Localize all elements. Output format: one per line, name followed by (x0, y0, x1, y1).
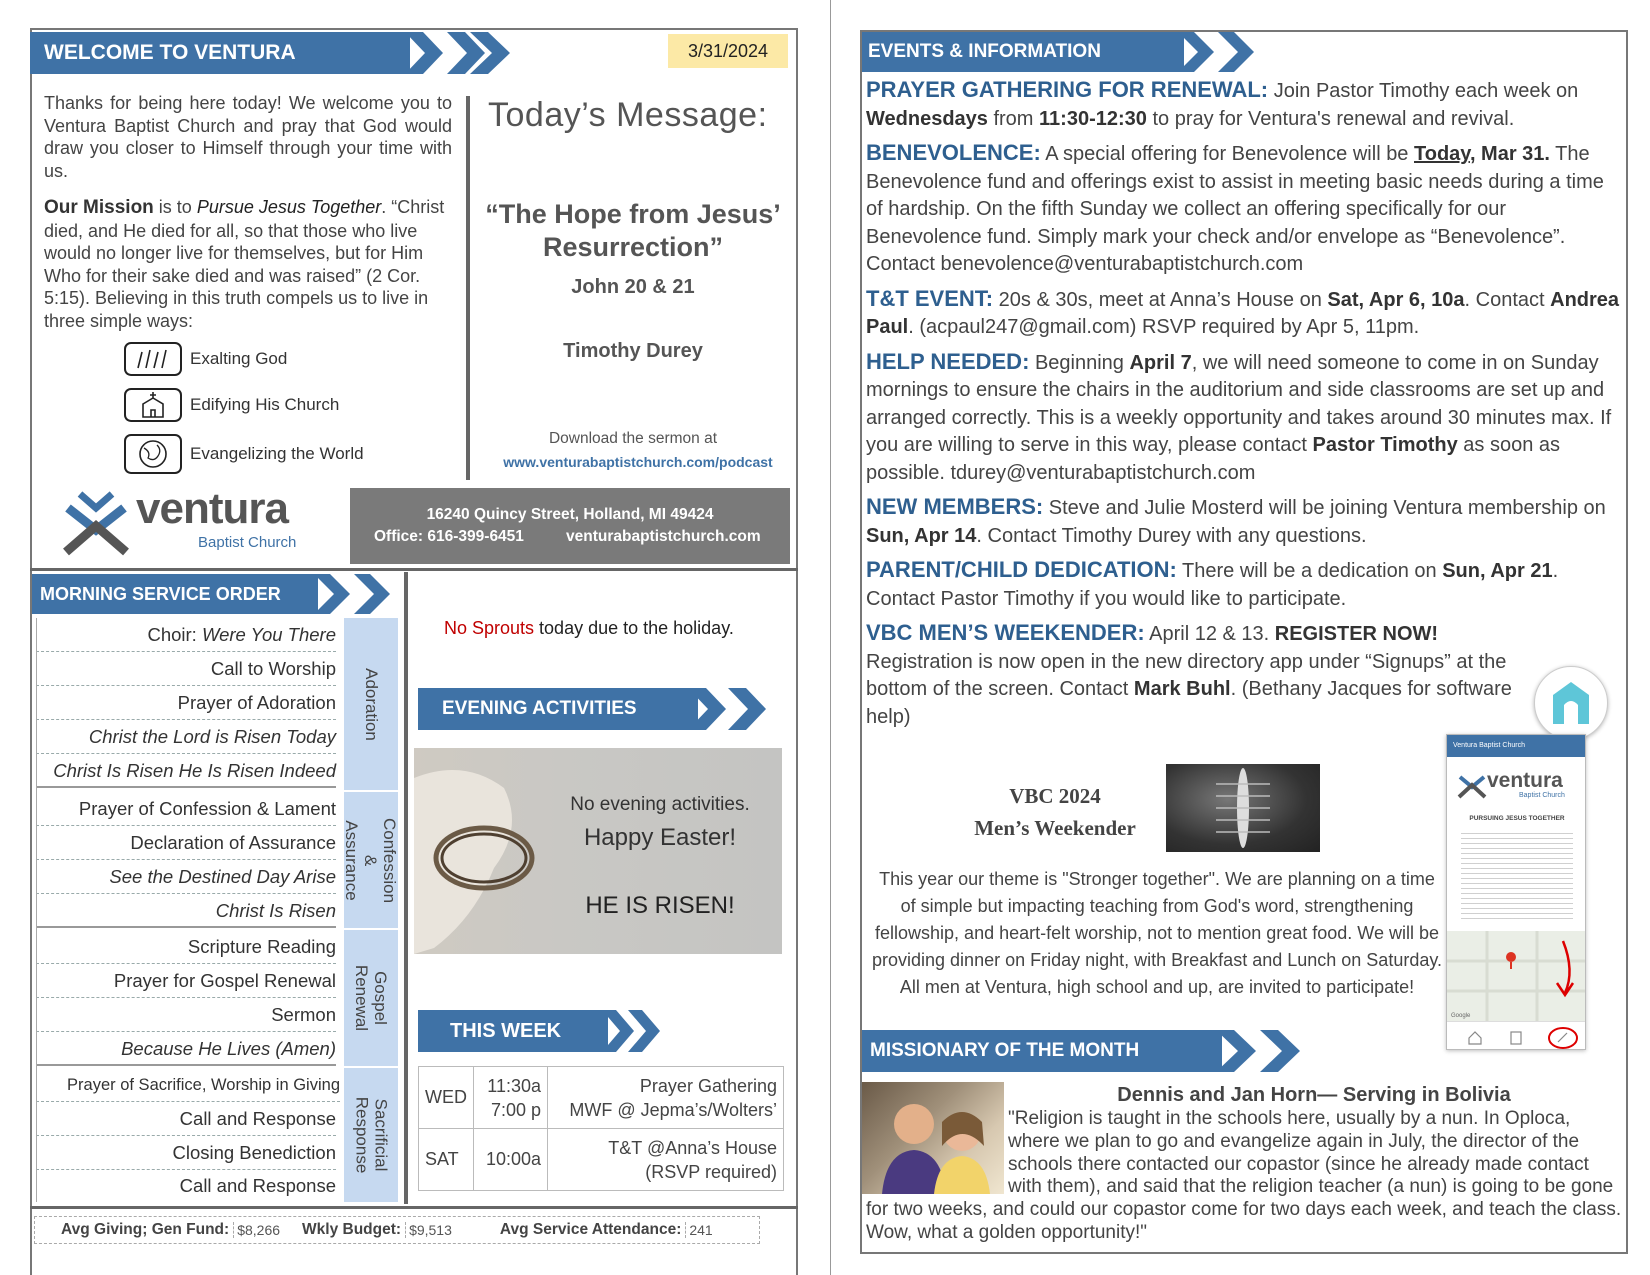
rowing-photo (1166, 764, 1320, 852)
service-item: Prayer for Gospel Renewal (36, 964, 336, 998)
mission-is: is to (153, 197, 197, 217)
contact-web[interactable]: venturabaptistchurch.com (566, 528, 761, 545)
way-exalting (124, 342, 287, 376)
logo-wordmark: ventura (136, 484, 288, 533)
event-help: HELP NEEDED: Beginning April 7, we will need someone to come in on Sunday mornings to ensure the chairs in the auditorium and side classrooms are set up and arranged correctly. This is a weekly opportunity and takes around 30 minutes max. If you are willing to serve in this way, please contact Pastor Timothy as soon as possible. tdurey@venturabaptistchurch.com (866, 348, 1612, 484)
this-week-header (418, 1010, 608, 1052)
service-item: Choir: Were You There (36, 618, 336, 652)
day-cell: SAT (419, 1129, 474, 1191)
service-left-border (36, 618, 37, 1202)
event-dedication: PARENT/CHILD DEDICATION: There will be a dedication on Sun, Apr 21. Contact Pastor Timothy if you would like to participate. (866, 557, 1559, 610)
chevron-right-icon (314, 574, 404, 614)
stat-value: $8,266 (233, 1222, 280, 1238)
logo-subtitle: Baptist Church (198, 534, 297, 551)
rowing-boat-icon (1166, 764, 1320, 852)
contact-address: 16240 Quincy Street, Holland, MI 49424 (426, 506, 714, 523)
signups-tab-icon (1447, 1022, 1586, 1050)
globe-icon (124, 434, 182, 474)
way-label: Exalting God (190, 349, 288, 368)
service-divider (404, 572, 408, 1204)
way-label: Evangelizing the World (190, 444, 364, 463)
mission-phrase: Pursue Jesus Together (196, 197, 382, 217)
ventura-logo (60, 484, 310, 560)
message-heading: Today’s Message: (488, 96, 768, 134)
stat-label: Avg Service Attendance: (499, 1221, 682, 1238)
sprouts-red: No Sprouts (444, 618, 535, 638)
stat-label: Avg Giving; Gen Fund: (61, 1221, 230, 1238)
service-item: Declaration of Assurance (36, 826, 336, 860)
missionary-header (862, 1030, 1222, 1072)
mission-paragraph (44, 196, 452, 332)
time-cell: 10:00a (474, 1129, 548, 1191)
service-item: Closing Benediction (36, 1136, 336, 1170)
date-text: 3/31/2024 (687, 40, 769, 61)
phone-tagline: PURSUING JESUS TOGETHER (1469, 815, 1565, 822)
church-icon (124, 388, 182, 422)
group-label-sacrificial: Sacrificial Response (344, 1068, 398, 1202)
message-divider (466, 96, 470, 480)
welcome-intro: Thanks for being here today! We welcome you to Ventura Baptist Church and pray that God would draw you closer to Himself through your time with us. (44, 93, 452, 181)
service-header-label: MORNING SERVICE ORDER (40, 583, 281, 604)
evening-header-label: EVENING ACTIVITIES (442, 698, 637, 719)
table-row (419, 1129, 784, 1191)
chevron-right-icon (1178, 32, 1268, 72)
service-item: Christ Is Risen He Is Risen Indeed (36, 754, 336, 788)
home-app-icon (1549, 679, 1593, 727)
sermon-speaker: Timothy Durey (563, 340, 703, 362)
service-item: See the Destined Day Arise (36, 860, 336, 894)
service-item: Scripture Reading (36, 930, 336, 964)
event-members: NEW MEMBERS: Steve and Julie Mosterd will be joining Ventura membership on Sun, Apr 14. Contact Timothy Durey with any questions. (866, 494, 1606, 547)
service-item: Christ Is Risen (36, 894, 336, 928)
praise-hands-icon (124, 342, 182, 376)
service-item: Prayer of Sacrifice, Worship in Giving (36, 1068, 340, 1102)
this-week-header-label: THIS WEEK (450, 1019, 562, 1042)
podcast-link[interactable]: www.venturabaptistchurch.com/podcast (503, 454, 773, 470)
way-evangelizing (124, 434, 364, 474)
map-pin-icon (1447, 931, 1586, 1021)
ventura-x-mark-icon (60, 490, 132, 560)
service-header (32, 574, 318, 614)
service-list (36, 618, 398, 1202)
evening-line3: HE IS RISEN! (585, 892, 735, 919)
table-row (419, 1067, 784, 1129)
mission-lead: Our Mission (44, 197, 154, 218)
service-item: Christ the Lord is Risen Today (36, 720, 336, 754)
chevron-right-icon (688, 688, 770, 730)
contact-box (350, 488, 790, 564)
phone-screenshot (1446, 734, 1586, 1050)
group-label-gospel: Gospel Renewal (344, 930, 398, 1066)
phone-topbar: Ventura Baptist Church (1447, 735, 1585, 757)
this-week-table (418, 1066, 784, 1191)
event-benevolence: BENEVOLENCE: A special offering for Benevolence will be Today, Mar 31. The Benevolence fund and offerings exist to assist in meeting basic needs during a time of hardship. On the fifth Sunday we collect an offering specifically for our Benevolence fund. Simply mark your check and/or envelope as “Benevolence”. Contact benevolence@venturabaptistchurch.com (866, 140, 1604, 275)
way-label: Edifying His Church (190, 395, 340, 414)
evening-line1: No evening activities. (570, 794, 750, 815)
group-label-confession: Confession & Assurance (344, 792, 398, 928)
chevron-right-icon (602, 1010, 662, 1052)
day-cell: WED (419, 1067, 474, 1129)
event-vbc: VBC MEN’S WEEKENDER: April 12 & 13. REGISTER NOW! Registration is now open in the new directory app under “Signups” at the bottom of the screen. Contact Mark Buhl. (Bethany Jacques for software help) (866, 620, 1512, 728)
sprouts-rest: today due to the holiday. (534, 618, 734, 638)
service-item: Because He Lives (Amen) (36, 1032, 336, 1066)
easter-image (414, 748, 782, 954)
what-cell: Prayer Gathering MWF @ Jepma’s/Wolters’ (548, 1067, 784, 1129)
download-label: Download the sermon at (548, 430, 717, 447)
vbc-body: This year our theme is "Stronger together". We are planning on a time of simple but impacting teaching from God's word, strengthening fellowship, and heart-felt worship, not to mention great food. We will be providing dinner on Friday night, with Breakfast and Lunch on Saturday. All men at Ventura, high school and up, are invited to participate! (872, 869, 1443, 997)
phone-tabbar (1447, 1021, 1586, 1050)
vbc-title-1: VBC 2024 (1009, 784, 1101, 808)
missionary-quote (866, 1108, 1622, 1245)
chevron-right-icon (470, 32, 526, 74)
service-item: Prayer of Confession & Lament (36, 792, 336, 826)
vbc-title-2: Men’s Weekender (974, 816, 1136, 840)
sermon-scripture: John 20 & 21 (571, 276, 695, 298)
quote-spacer (866, 1108, 1008, 1198)
events-header-label: EVENTS & INFORMATION (868, 41, 1101, 62)
contact-office: Office: 616-399-6451 (374, 528, 524, 545)
date-badge (668, 34, 788, 68)
app-icon-bubble (1534, 666, 1608, 740)
event-prayer: PRAYER GATHERING FOR RENEWAL: Join Pastor Timothy each week on Wednesdays from 11:30-12:30 to pray for Ventura's renewal and revival. (866, 77, 1579, 130)
time-cell: 11:30a 7:00 p (474, 1067, 548, 1129)
mission-body: . “Christ died, and He died for all, so that those who live would no longer live for themselves, but for Him Who for their sake died and was raised” (2 Cor. 5:15). Believing in this truth compels us to live in three simple ways: (44, 197, 445, 331)
stat-value: $9,513 (405, 1222, 452, 1238)
event-tt: T&T EVENT: 20s & 30s, meet at Anna’s House on Sat, Apr 6, 10a. Contact Andrea Paul. (acpaul247@gmail.com) RSVP required by Apr 5, 11pm. (866, 285, 1620, 338)
welcome-header-label: WELCOME TO VENTURA (44, 41, 296, 64)
way-edifying (124, 388, 339, 422)
evening-header (418, 688, 698, 730)
chevron-right-icon (1216, 1030, 1316, 1072)
page-divider (830, 0, 831, 1275)
stats-bar (34, 1216, 760, 1244)
sermon-title: “The Hope from Jesus’ Resurrection” (485, 199, 781, 262)
stats-separator (30, 1206, 798, 1209)
evening-line2: Happy Easter! (583, 824, 737, 851)
missionary-header-label: MISSIONARY OF THE MONTH (870, 1040, 1140, 1061)
phone-text-block (1461, 829, 1573, 919)
missionary-quote-text: "Religion is taught in the schools here, usually by a nun. In Oploca, where we plan to go and evangelize again in July, the director of the schools there contacted our copastor (since he already made contact with them), and said that the religion teacher (a nun) is going to be gone for two weeks, and could our copastor come for two days each week, and teach the class. Wow, what a golden opportunity!" (866, 1108, 1622, 1243)
service-item: Call to Worship (36, 652, 336, 686)
what-cell: T&T @Anna’s House (RSVP required) (548, 1129, 784, 1191)
group-label-adoration: Adoration (344, 618, 398, 790)
stat-value: 241 (685, 1222, 712, 1238)
missionary-name: Dennis and Jan Horn— Serving in Bolivia (1117, 1084, 1511, 1106)
sprouts-note (444, 618, 734, 639)
welcome-header (30, 32, 410, 74)
section-separator (30, 568, 798, 571)
service-item: Call and Response (36, 1102, 336, 1136)
service-item: Call and Response (179, 1175, 336, 1196)
phone-logo: ventura Baptist Church (1457, 769, 1577, 805)
service-item: Sermon (36, 998, 336, 1032)
stat-label: Wkly Budget: (302, 1221, 402, 1238)
phone-map: Google (1447, 931, 1586, 1021)
service-item: Prayer of Adoration (36, 686, 336, 720)
ventura-x-mark-icon (1457, 769, 1487, 801)
events-header (862, 32, 1184, 72)
events-list (866, 76, 1622, 731)
